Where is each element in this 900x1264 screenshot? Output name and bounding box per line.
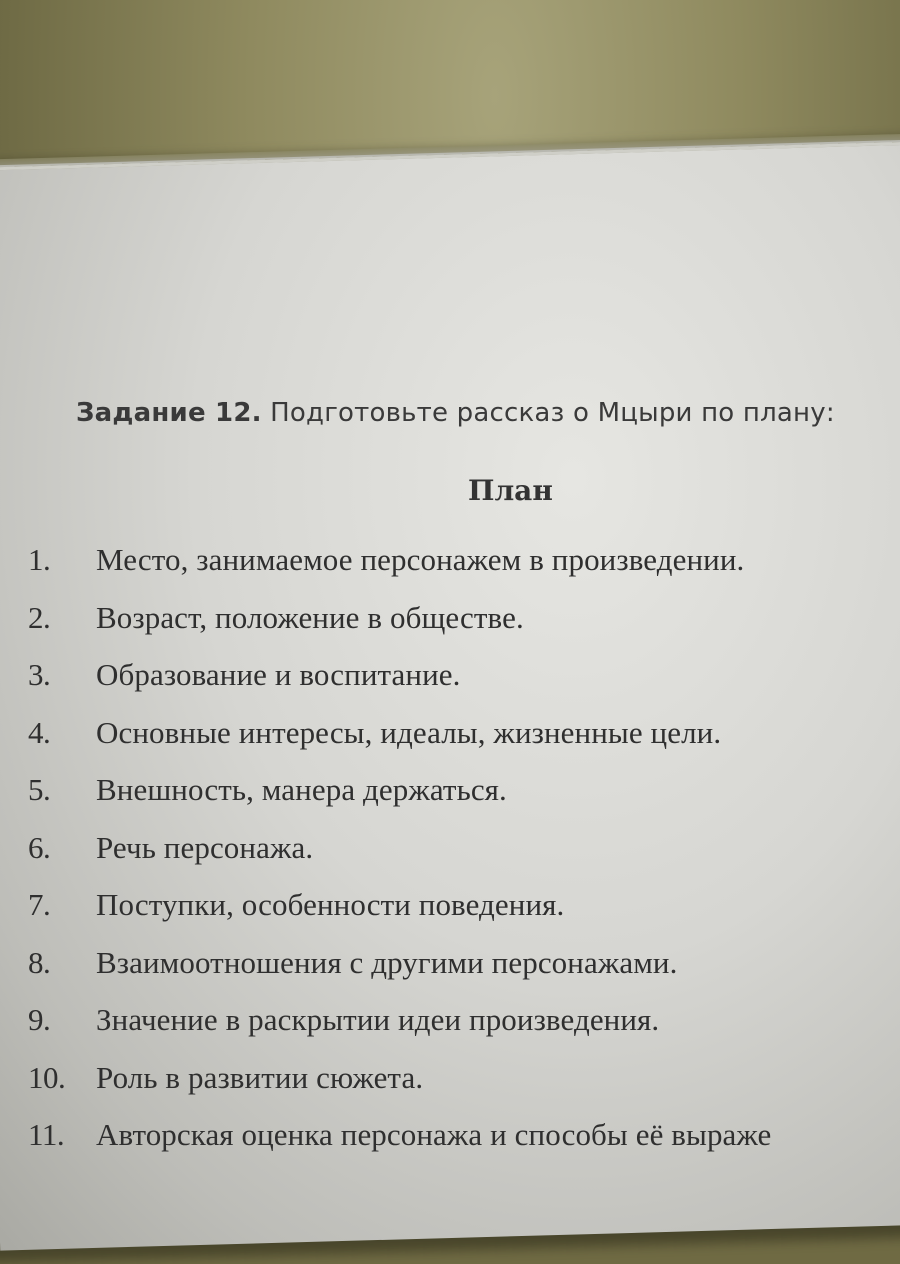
plan-item-number: 11. — [28, 1117, 65, 1152]
plan-item-number: 10. — [28, 1059, 66, 1095]
plan-list — [20, 542, 900, 1175]
plan-item — [20, 542, 900, 600]
plan-item-number: 2. — [28, 599, 51, 635]
plan-item-number: 1. — [28, 542, 51, 577]
plan-item — [20, 1002, 900, 1060]
plan-item-number: 5. — [28, 772, 51, 807]
plan-item — [20, 1117, 900, 1175]
plan-item — [20, 945, 900, 1003]
plan-item-text: Место, занимаемое персонажем в произведении. — [96, 542, 745, 577]
task-text: Подготовьте рассказ о Мцыри по плану: — [270, 398, 835, 428]
plan-item-text: Взаимоотношения с другими персонажами. — [96, 944, 678, 980]
plan-item-number: 7. — [28, 887, 51, 922]
plan-item-text: Основные интересы, идеалы, жизненные цели. — [96, 714, 722, 750]
plan-item-number: 8. — [28, 944, 51, 980]
plan-item-text: Внешность, манера держаться. — [96, 772, 507, 807]
plan-item — [20, 715, 900, 773]
plan-item-number: 9. — [28, 1002, 51, 1037]
plan-item — [20, 772, 900, 830]
task-line — [76, 398, 835, 428]
plan-item-text: Поступки, особенности поведения. — [96, 887, 565, 922]
task-label: Задание 12. — [76, 398, 262, 428]
plan-item — [20, 600, 900, 658]
plan-item-text: Возраст, положение в обществе. — [96, 599, 524, 635]
plan-item-number: 3. — [28, 657, 51, 692]
plan-item-text: Образование и воспитание. — [96, 657, 461, 692]
plan-item-text: Значение в раскрытии идеи произведения. — [96, 1002, 660, 1037]
plan-heading: План — [468, 474, 553, 507]
plan-item — [20, 1060, 900, 1118]
plan-item — [20, 887, 900, 945]
plan-item-text: Авторская оценка персонажа и способы её выраже — [96, 1117, 772, 1152]
plan-item-text: Роль в развитии сюжета. — [96, 1059, 424, 1095]
plan-item — [20, 830, 900, 888]
plan-item-number: 6. — [28, 829, 51, 865]
plan-item-number: 4. — [28, 714, 51, 750]
plan-item-text: Речь персонажа. — [96, 829, 314, 865]
plan-item — [20, 657, 900, 715]
